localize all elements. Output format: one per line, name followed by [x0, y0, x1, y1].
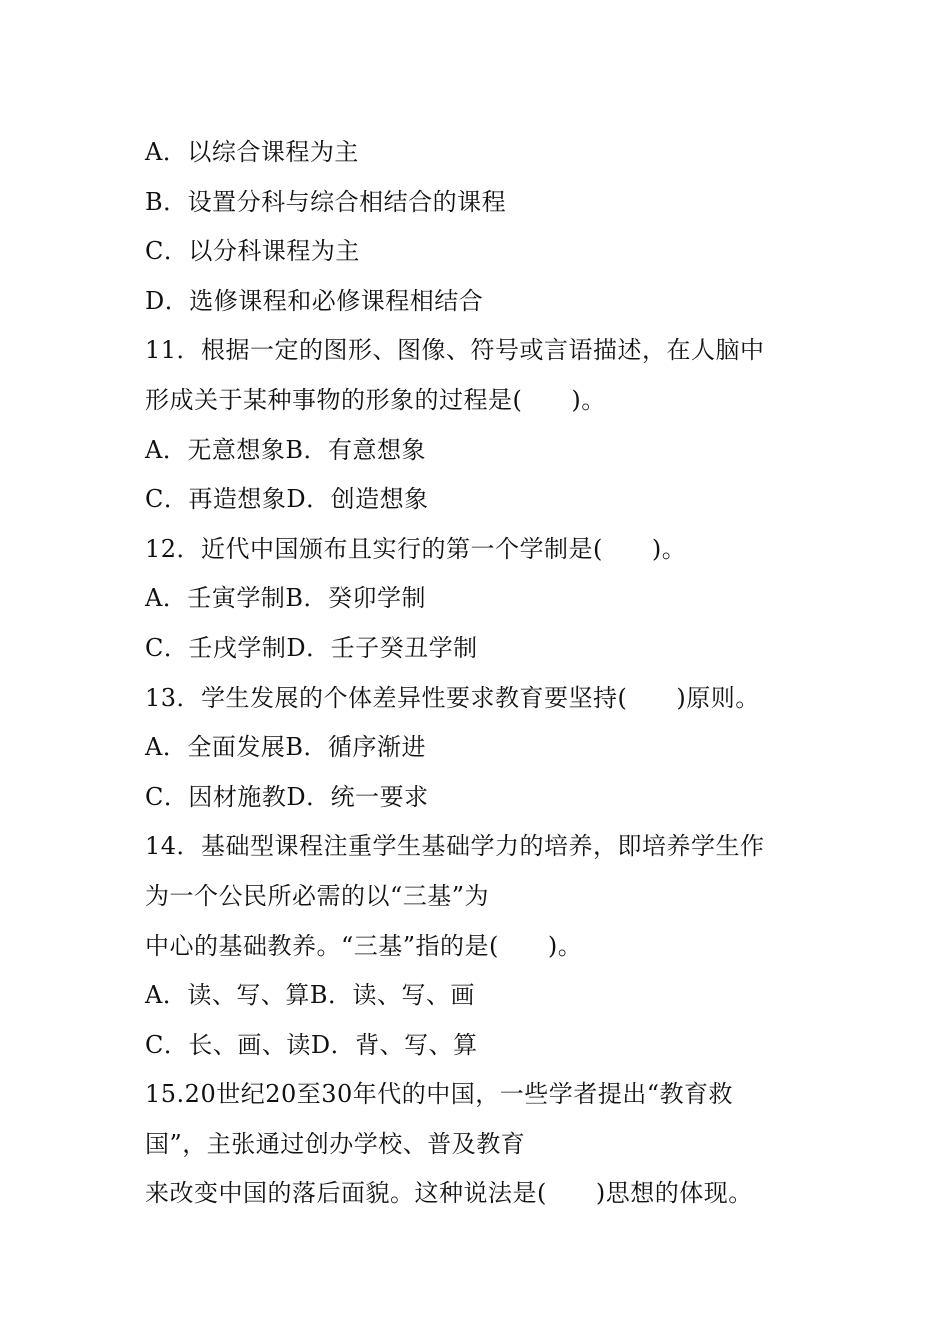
q14-stem-line3: 中心的基础教养。“三基”指的是( )。 — [145, 931, 583, 960]
q11-stem-line1: 11．根据一定的图形、图像、符号或言语描述，在人脑中 — [145, 336, 765, 365]
q15-stem-line2: 国”，主张通过创办学校、普及教育 — [145, 1129, 526, 1158]
q13-options-ab: A．全面发展B．循序渐进 — [145, 733, 426, 762]
q14-options-ab: A．读、写、算B．读、写、画 — [145, 981, 475, 1010]
q15-stem-line1: 15.20世纪20至30年代的中国，一些学者提出“教育救 — [145, 1080, 734, 1109]
q14-stem-line2: 为一个公民所必需的以“三基”为 — [145, 881, 490, 910]
q11-stem-line2: 形成关于某种事物的形象的过程是( )。 — [145, 385, 606, 414]
q13-stem: 13．学生发展的个体差异性要求教育要坚持( )原则。 — [145, 683, 760, 712]
q14-stem-line1: 14．基础型课程注重学生基础学力的培养，即培养学生作 — [145, 832, 765, 861]
q10-option-c: C．以分科课程为主 — [145, 237, 360, 266]
q12-options-ab: A．壬寅学制B．癸卯学制 — [145, 584, 426, 613]
q10-option-d: D．选修课程和必修课程相结合 — [145, 286, 484, 315]
q13-options-cd: C．因材施教D．统一要求 — [145, 782, 429, 811]
q14-options-cd: C．长、画、读D．背、写、算 — [145, 1030, 478, 1059]
q10-option-b: B．设置分科与综合相结合的课程 — [145, 187, 507, 216]
q11-options-cd: C．再造想象D．创造想象 — [145, 485, 429, 514]
q12-stem: 12．近代中国颁布且实行的第一个学制是( )。 — [145, 534, 687, 563]
question-text-block — [145, 128, 810, 1219]
q10-option-a: A．以综合课程为主 — [145, 138, 359, 166]
q11-options-ab: A．无意想象B．有意想象 — [145, 435, 426, 464]
q15-stem-line3: 来改变中国的落后面貌。这种说法是( )思想的体现。 — [145, 1179, 753, 1208]
q12-options-cd: C．壬戌学制D．壬子癸丑学制 — [145, 633, 478, 662]
